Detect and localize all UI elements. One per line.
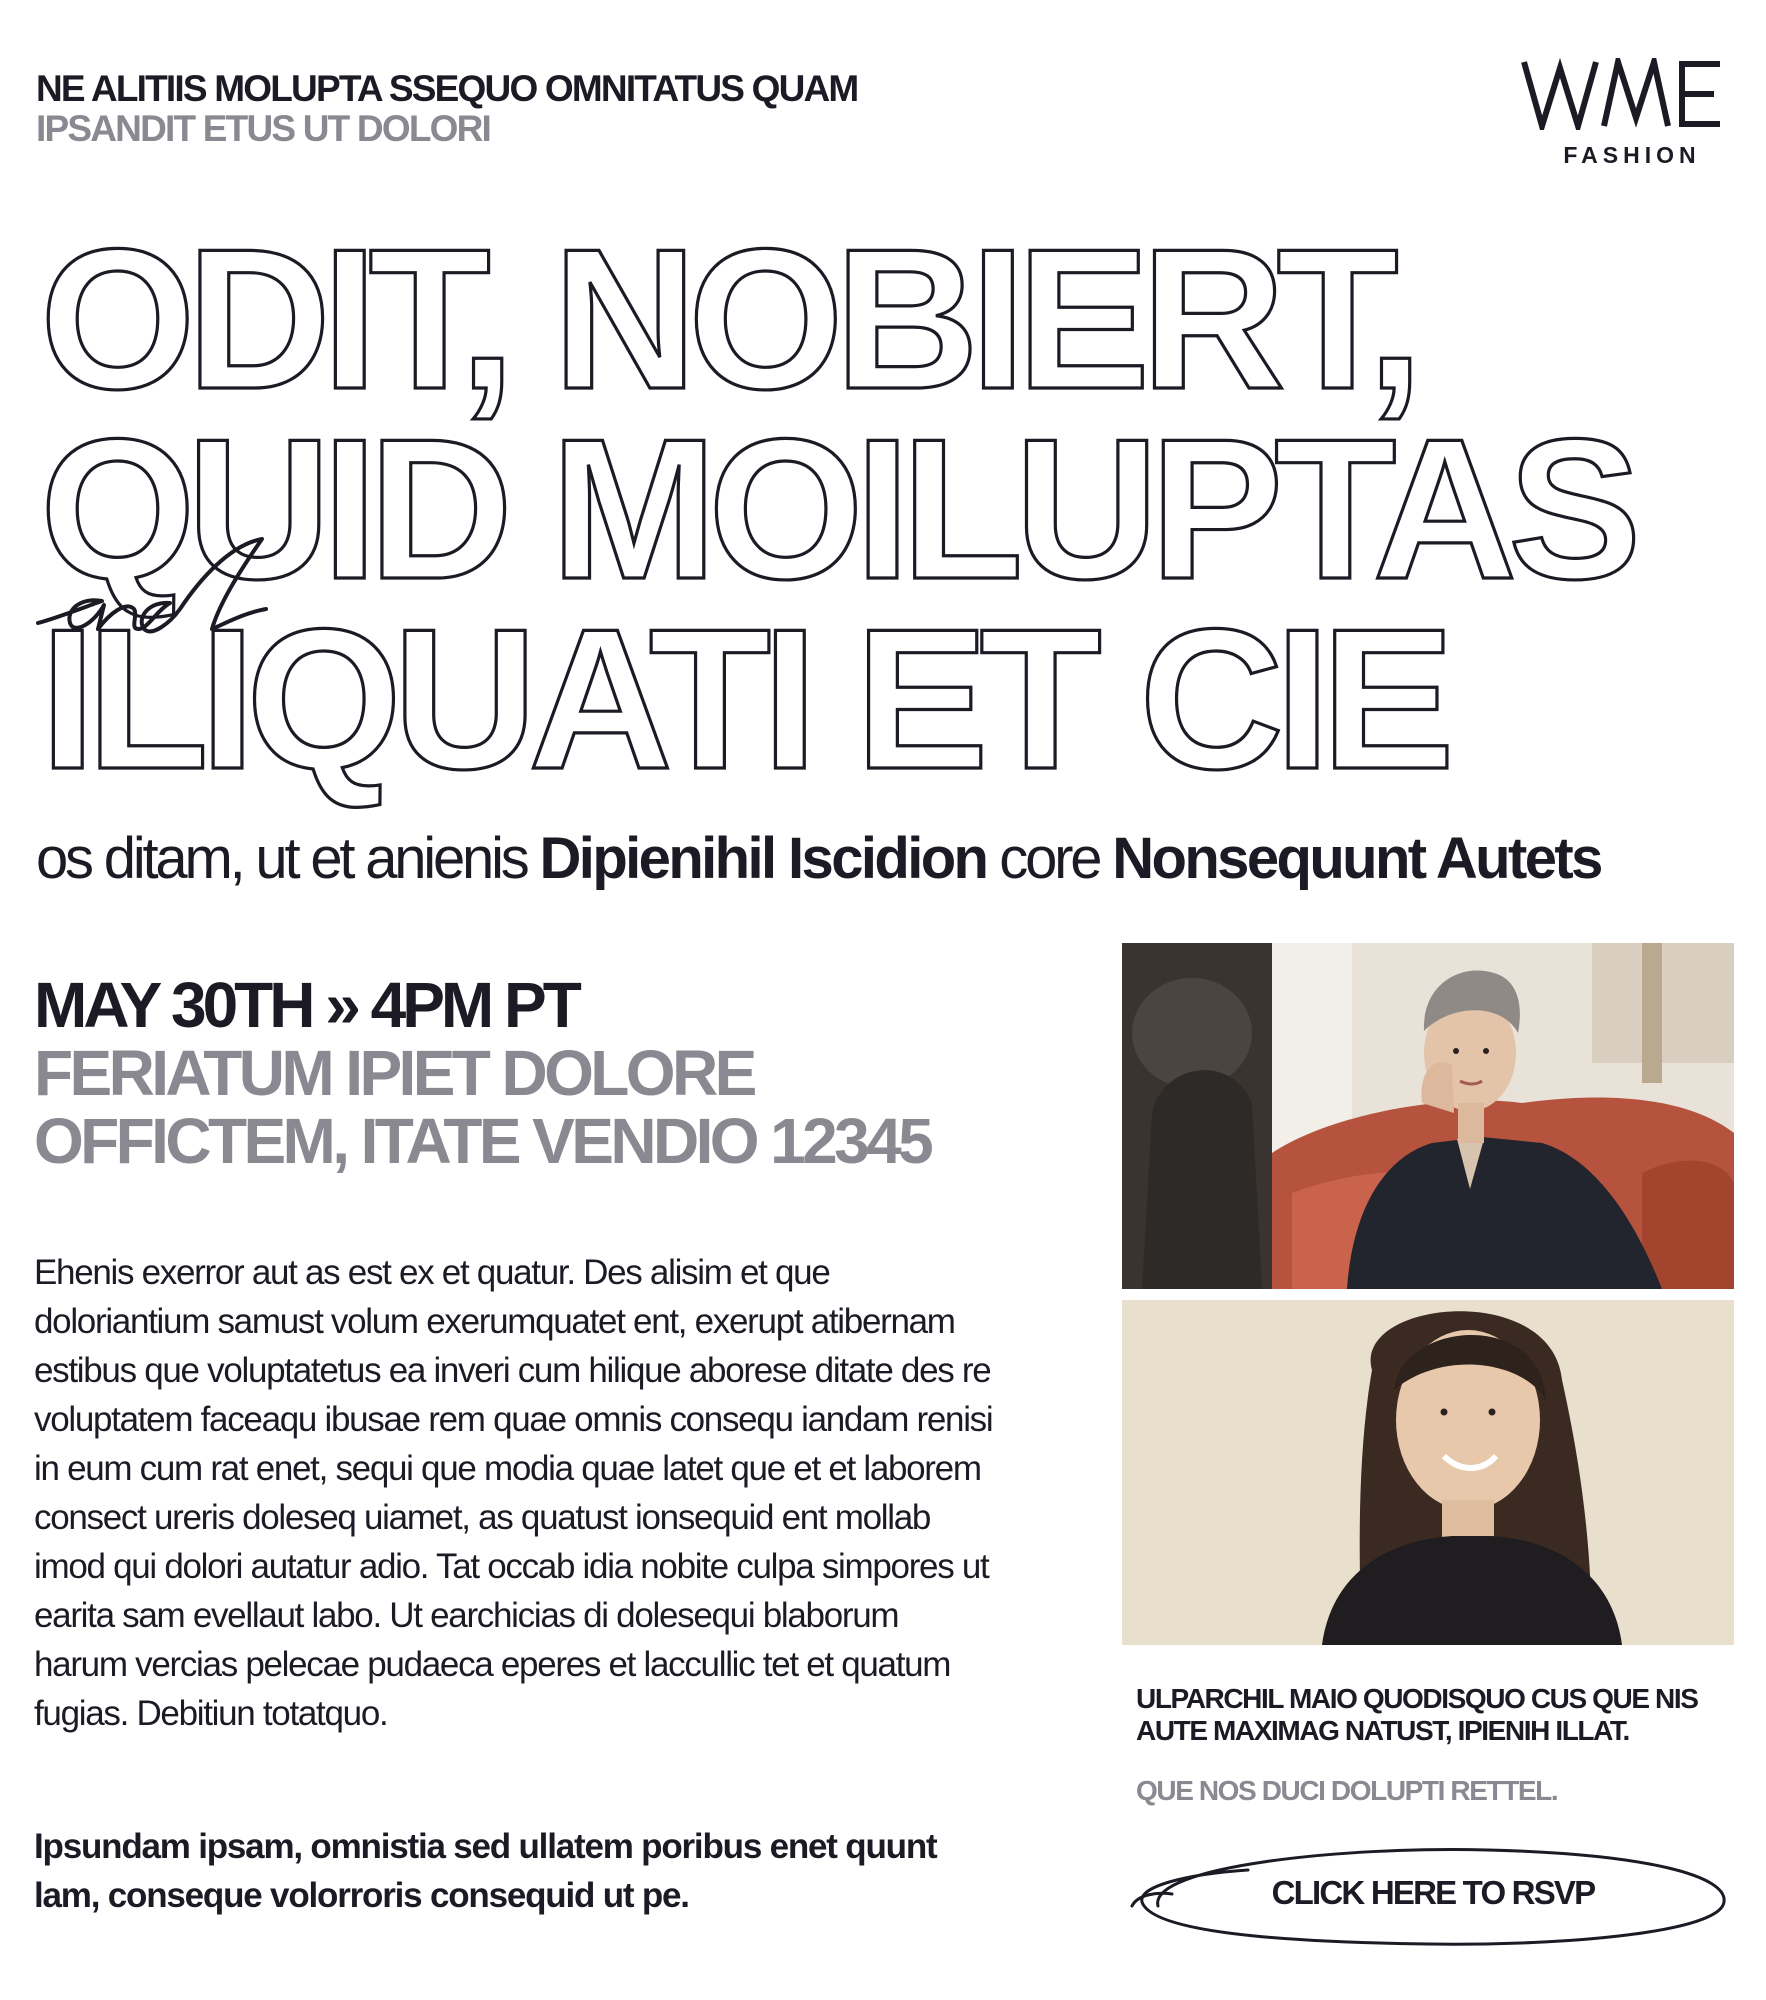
script-and-lettering bbox=[30, 505, 330, 685]
logo-subtitle: FASHION bbox=[1563, 142, 1701, 168]
eyebrow-line-2: IPSANDIT ETUS UT DOLORI bbox=[36, 108, 490, 149]
event-address-line-2: OFFICTEM, ITATE VENDIO 12345 bbox=[34, 1105, 931, 1177]
body-bold-paragraph: Ipsundam ipsam, omnistia sed ullatem poribus enet quunt lam, conseque volorroris consequid ut pe. bbox=[34, 1827, 937, 1915]
wme-logo-mark bbox=[1520, 58, 1730, 130]
headline-line-3: ILIQUATI ET CIE bbox=[40, 588, 1446, 811]
subline-text-1: os ditam, ut et anienis bbox=[36, 826, 540, 891]
speaker-photo-2-image bbox=[1122, 1300, 1734, 1645]
speaker-photo-2 bbox=[1122, 1300, 1734, 1645]
event-date-time: MAY 30TH » 4PM PT bbox=[34, 969, 578, 1041]
sidebar-subcaption: QUE NOS DUCI DOLUPTI RETTEL. bbox=[1136, 1775, 1558, 1806]
subline-text-2: core bbox=[986, 826, 1113, 891]
event-address-line-1: FERIATUM IPIET DOLORE bbox=[34, 1037, 754, 1109]
eyebrow-line-1: NE ALITIIS MOLUPTA SSEQUO OMNITATUS QUAM bbox=[36, 68, 858, 109]
rsvp-button[interactable] bbox=[1128, 1836, 1738, 1956]
rsvp-label: CLICK HERE TO RSVP bbox=[1271, 1874, 1595, 1911]
speaker-photo-1-image bbox=[1122, 943, 1734, 1289]
wme-fashion-logo bbox=[1520, 58, 1730, 168]
speaker-name-2: Nonsequunt Autets bbox=[1112, 826, 1601, 891]
headline-line-2: QUID MOILUPTAS bbox=[40, 398, 1633, 621]
sidebar-caption: ULPARCHIL MAIO QUODISQUO CUS QUE NIS AUTE MAXIMAG NATUST, IPIENIH ILLAT. bbox=[1136, 1683, 1698, 1746]
speakers-subline bbox=[36, 825, 1601, 892]
speaker-photo-1 bbox=[1122, 943, 1734, 1289]
body-paragraph: Ehenis exerror aut as est ex et quatur. Des alisim et que doloriantium samust volum exerumquatet ent, exerupt atibernam estibus que voluptatetus ea inveri cum hilique aborese ditate des re voluptatem faceaqu ibusae rem quae omnis consequ iandam renisi in eum cum rat enet, sequi que modia quae latet que et et laborem consect ureris doleseq uiamet, as quatust ionsequid ent mollab imod qui dolori autatur adio. Tat occab idia nobite culpa simpores ut earita sam evellaut labo. Ut earchicias di dolesequi blaborum harum vercias pelecae pudaeca eperes et laccullic tet et quatum fugias. Debitiun totatquo. bbox=[34, 1253, 993, 1733]
headline-line-1: ODIT, NOBIERT, bbox=[40, 208, 1415, 431]
speaker-name-1: Dipienihil Iscidion bbox=[539, 826, 987, 891]
